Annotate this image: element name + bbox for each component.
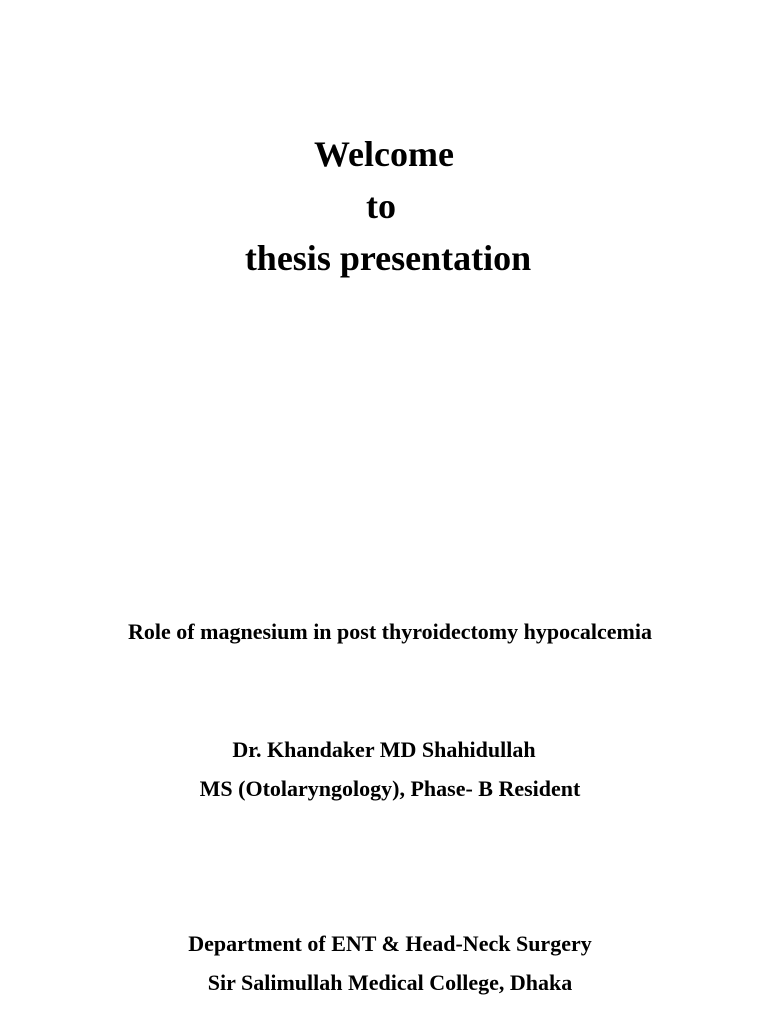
welcome-heading-line-1: Welcome (314, 134, 454, 174)
presenter-name: Dr. Khandaker MD Shahidullah (232, 737, 536, 762)
college-name: Sir Salimullah Medical College, Dhaka (207, 970, 573, 995)
welcome-heading-line-3: thesis presentation (244, 238, 532, 278)
department-name: Department of ENT & Head-Neck Surgery (188, 931, 592, 956)
presenter-designation: MS (Otolaryngology), Phase- B Resident (199, 776, 581, 801)
thesis-title: Role of magnesium in post thyroidectomy hypocalcemia (128, 619, 652, 644)
welcome-heading-line-2: to (366, 186, 396, 226)
